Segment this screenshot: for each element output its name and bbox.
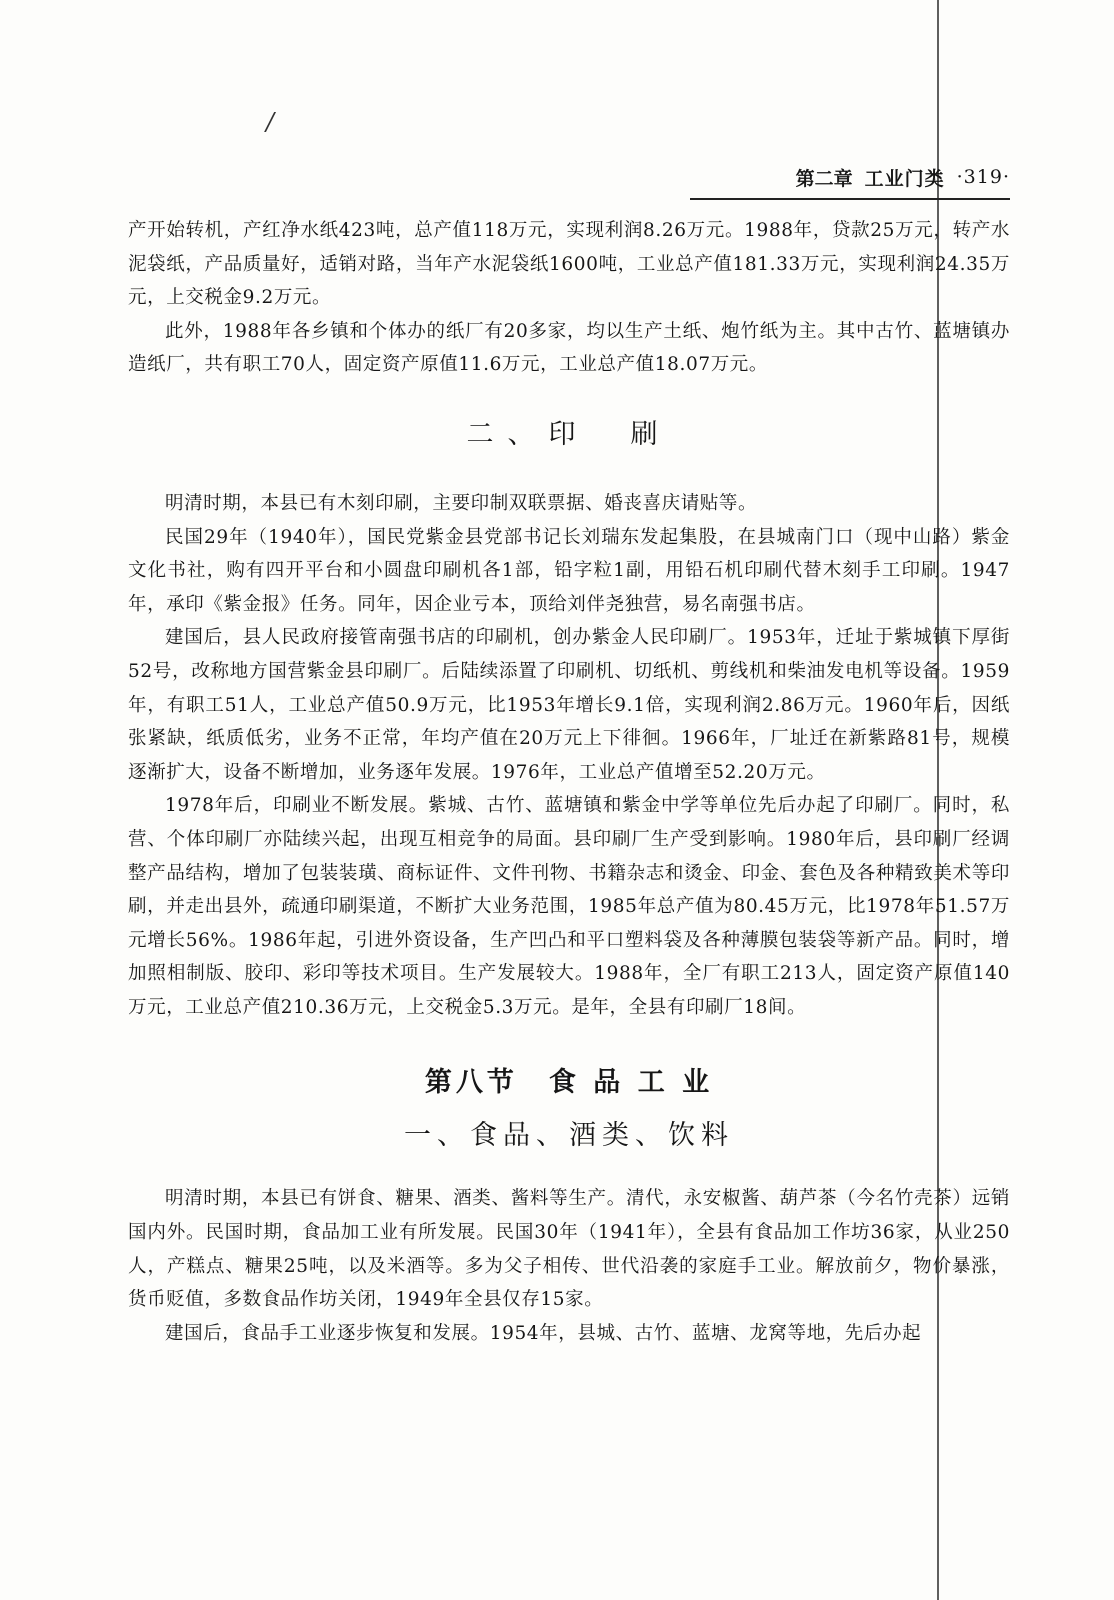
section-heading-food-industry: 第八节 食 品 工 业 [424, 1067, 714, 1099]
paragraph: 建国后，食品手工业逐步恢复和发展。1954年，县城、古竹、蓝塘、龙窝等地，先后办起 [165, 1322, 922, 1344]
body-text [128, 214, 1010, 1350]
paragraph: 建国后，县人民政府接管南强书店的印刷机，创办紫金人民印刷厂。1953年，迁址于紫城镇下厚街52号，改称地方国营紫金县印刷厂。后陆续添置了印刷机、切纸机、剪线机和柴油发电机等设备。1959年，有职工51人，工业总产值50.9万元，比1953年增长9.1倍，实现利润2.86万元。1960年后，因纸张紧缺，纸质低劣，业务不正常，年均产值在20万元上下徘徊。1966年，厂址迁在新紫路81号，规模逐渐扩大，设备不断增加，业务逐年发展。1976年，工业总产值增至52.20万元。 [128, 627, 1010, 783]
paragraph: 此外，1988年各乡镇和个体办的纸厂有20多家，均以生产土纸、炮竹纸为主。其中古竹、蓝塘镇办造纸厂，共有职工70人，固定资产原值11.6万元，工业总产值18.07万元。 [128, 320, 1010, 376]
paragraph: 产开始转机，产红净水纸423吨，总产值118万元，实现利润8.26万元。1988年，贷款25万元，转产水泥袋纸，产品质量好，适销对路，当年产水泥袋纸1600吨，工业总产值181.33万元，实现利润24.35万元，上交税金9.2万元。 [128, 220, 1010, 309]
running-header [690, 160, 1010, 200]
page-number: ·319· [956, 166, 1010, 188]
subsection-heading-printing: 二、印 刷 [466, 418, 672, 450]
paragraph: 明清时期，本县已有饼食、糖果、酒类、酱料等生产。清代，永安椒酱、葫芦茶（今名竹壳茶）远销国内外。民国时期，食品加工业有所发展。民国30年（1941年），全县有食品加工作坊36家，从业250人，产糕点、糖果25吨，以及米酒等。多为父子相传、世代沿袭的家庭手工业。解放前夕，物价暴涨，货币贬值，多数食品作坊关闭，1949年全县仅存15家。 [128, 1188, 1010, 1311]
subsection-heading-food-drinks: 一、食品、酒类、饮料 [404, 1120, 734, 1152]
stray-pen-mark: / [266, 108, 275, 136]
paragraph: 明清时期，本县已有木刻印刷，主要印制双联票据、婚丧喜庆请贴等。 [165, 492, 758, 514]
paragraph: 1978年后，印刷业不断发展。紫城、古竹、蓝塘镇和紫金中学等单位先后办起了印刷厂。同时，私营、个体印刷厂亦陆续兴起，出现互相竞争的局面。县印刷厂生产受到影响。1980年后，县印刷厂经调整产品结构，增加了包装装璜、商标证件、文件刊物、书籍杂志和烫金、印金、套色及各种精致美术等印刷，并走出县外，疏通印刷渠道，不断扩大业务范围，1985年总产值为80.45万元，比1978年51.57万元增长56%。1986年起，引进外资设备，生产凹凸和平口塑料袋及各种薄膜包装袋等新产品。同时，增加照相制版、胶印、彩印等技术项目。生产发展较大。1988年，全厂有职工213人，固定资产原值140万元，工业总产值210.36万元，上交税金5.3万元。是年，全县有印刷厂18间。 [128, 795, 1010, 1018]
paragraph: 民国29年（1940年），国民党紫金县党部书记长刘瑞东发起集股，在县城南门口（现中山路）紫金文化书社，购有四开平台和小圆盘印刷机各1部，铅字粒1副，用铅石机印刷代替木刻手工印刷。1947年，承印《紫金报》任务。同年，因企业亏本，顶给刘伴尧独营，易名南强书店。 [128, 526, 1010, 615]
chapter-label: 第二章 [795, 167, 853, 190]
chapter-title: 工业门类 [864, 167, 945, 190]
